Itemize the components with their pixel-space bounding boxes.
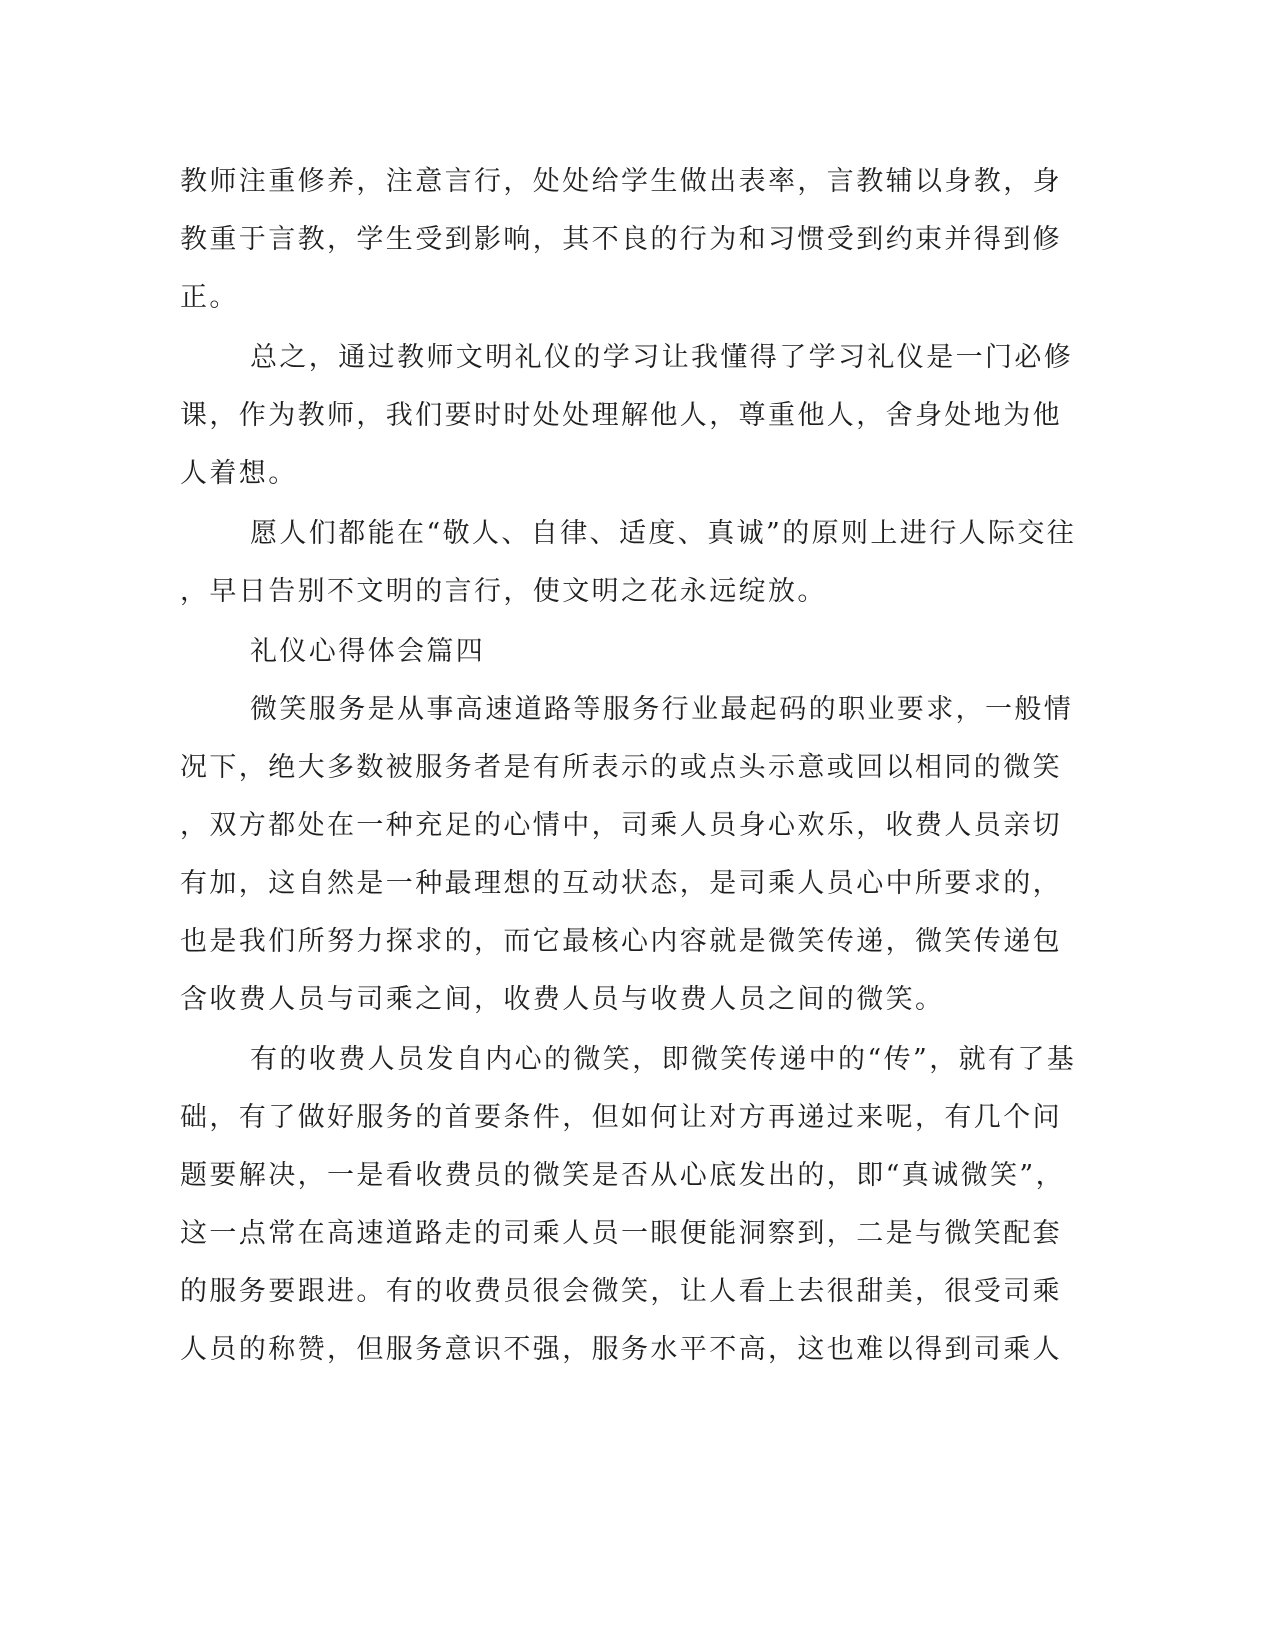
text-line: 有加，这自然是一种最理想的互动状态，是司乘人员心中所要求的，	[180, 868, 1062, 899]
text-line: 的服务要跟进。有的收费员很会微笑，让人看上去很甜美，很受司乘	[180, 1276, 1062, 1307]
text-line: 况下，绝大多数被服务者是有所表示的或点头示意或回以相同的微笑	[180, 752, 1062, 783]
text-line: 教重于言教，学生受到影响，其不良的行为和习惯受到约束并得到修	[180, 224, 1062, 255]
section-heading: 礼仪心得体会篇四	[250, 636, 486, 667]
text-line: 微笑服务是从事高速道路等服务行业最起码的职业要求，一般情	[250, 694, 1074, 725]
text-line: 愿人们都能在“敬人、自律、适度、真诚”的原则上进行人际交往	[250, 518, 1077, 549]
text-line: 有的收费人员发自内心的微笑，即微笑传递中的“传”，就有了基	[250, 1044, 1077, 1075]
text-line: 人着想。	[180, 458, 298, 489]
text-line: 教师注重修养，注意言行，处处给学生做出表率，言教辅以身教，身	[180, 166, 1062, 197]
text-line: 题要解决，一是看收费员的微笑是否从心底发出的，即“真诚微笑”，	[180, 1160, 1066, 1191]
text-line: 含收费人员与司乘之间，收费人员与收费人员之间的微笑。	[180, 984, 945, 1015]
text-line: 础，有了做好服务的首要条件，但如何让对方再递过来呢，有几个问	[180, 1102, 1062, 1133]
text-line: ，双方都处在一种充足的心情中，司乘人员身心欢乐，收费人员亲切	[180, 810, 1062, 841]
text-line: 人员的称赞，但服务意识不强，服务水平不高，这也难以得到司乘人	[180, 1334, 1062, 1365]
text-line: ，早日告别不文明的言行，使文明之花永远绽放。	[180, 576, 827, 607]
text-line: 课，作为教师，我们要时时处处理解他人，尊重他人，舍身处地为他	[180, 400, 1062, 431]
text-line: 这一点常在高速道路走的司乘人员一眼便能洞察到，二是与微笑配套	[180, 1218, 1062, 1249]
text-line: 也是我们所努力探求的，而它最核心内容就是微笑传递，微笑传递包	[180, 926, 1062, 957]
text-line: 正。	[180, 282, 239, 313]
text-line: 总之，通过教师文明礼仪的学习让我懂得了学习礼仪是一门必修	[250, 342, 1074, 373]
